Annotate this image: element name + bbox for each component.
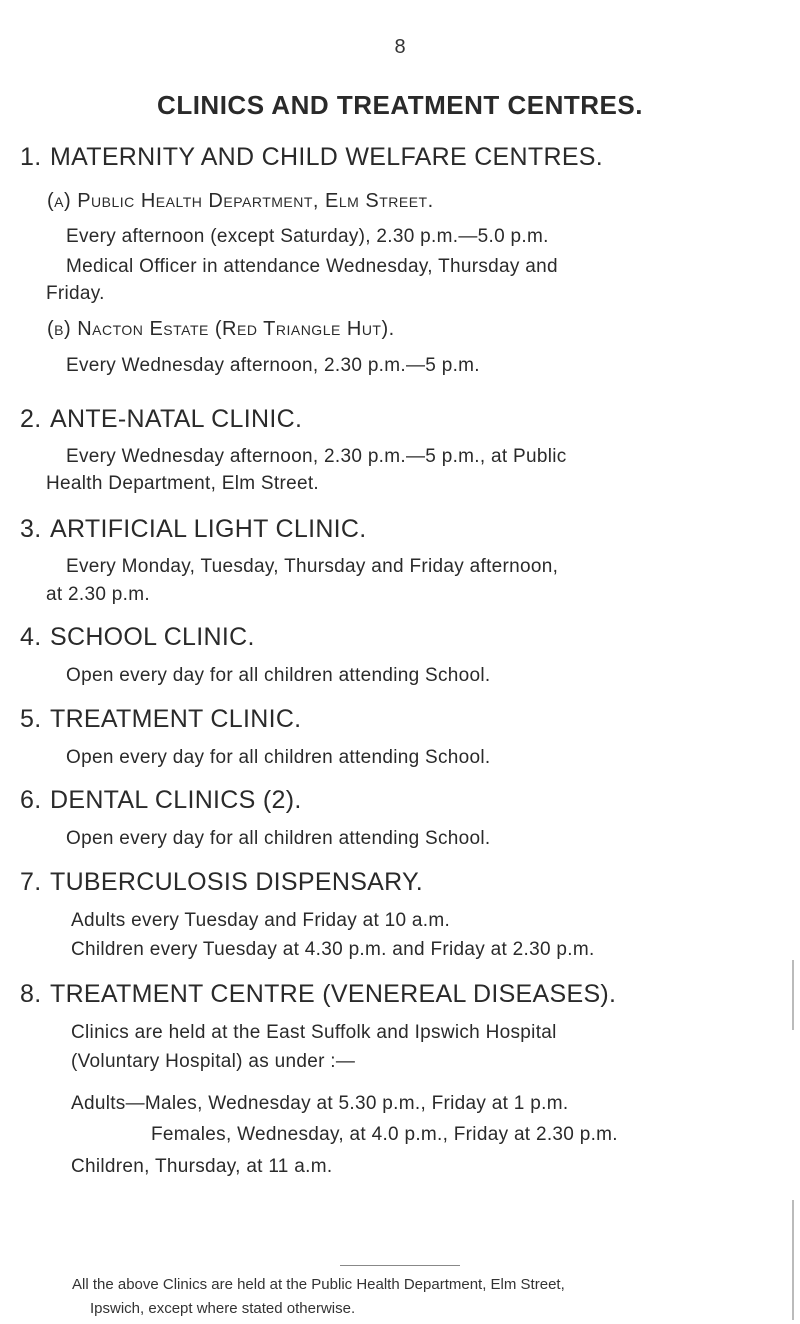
section-5-heading — [20, 705, 301, 734]
section-8-line-2: (Voluntary Hospital) as under :— — [71, 1051, 356, 1072]
section-7-line-2: Children every Tuesday at 4.30 p.m. and Friday at 2.30 p.m. — [71, 939, 595, 960]
section-2-line-1: Every Wednesday afternoon, 2.30 p.m.—5 p.m., at Public — [66, 446, 567, 467]
section-1a-line-2: Medical Officer in attendance Wednesday, Thursday and — [66, 256, 558, 277]
section-8-number: 8. — [20, 980, 42, 1008]
section-6-line-1: Open every day for all children attending School. — [66, 828, 491, 849]
section-2-heading — [20, 405, 302, 434]
section-1a-line-3: Friday. — [46, 283, 105, 304]
section-8-children: Children, Thursday, at 11 a.m. — [71, 1156, 333, 1177]
page-edge-mark — [792, 1200, 794, 1320]
section-2-number: 2. — [20, 405, 42, 433]
section-3-number: 3. — [20, 515, 42, 543]
section-7-title: TUBERCULOSIS DISPENSARY. — [50, 868, 424, 896]
section-3-line-1: Every Monday, Tuesday, Thursday and Friday afternoon, — [66, 556, 559, 577]
section-6-title: DENTAL CLINICS (2). — [50, 786, 302, 814]
footnote-line-1: All the above Clinics are held at the Public Health Department, Elm Street, — [72, 1276, 565, 1293]
section-6-number: 6. — [20, 786, 42, 814]
section-4-title: SCHOOL CLINIC. — [50, 623, 255, 651]
section-1b-label: (b) Nacton Estate (Red Triangle Hut). — [47, 318, 395, 340]
page-number: 8 — [394, 36, 406, 58]
section-4-heading — [20, 623, 255, 652]
section-5-line-1: Open every day for all children attending School. — [66, 747, 491, 768]
section-4-number: 4. — [20, 623, 42, 651]
section-1b-line-1: Every Wednesday afternoon, 2.30 p.m.—5 p.m. — [66, 355, 480, 376]
section-7-number: 7. — [20, 868, 42, 896]
section-8-adults-females: Females, Wednesday, at 4.0 p.m., Friday at 2.30 p.m. — [151, 1124, 618, 1145]
page-edge-mark — [792, 960, 794, 1030]
section-6-heading — [20, 786, 302, 815]
footnote-line-2: Ipswich, except where stated otherwise. — [90, 1300, 356, 1317]
section-2-title: ANTE-NATAL CLINIC. — [50, 405, 303, 433]
section-1-number: 1. — [20, 143, 42, 171]
section-4-line-1: Open every day for all children attending School. — [66, 665, 491, 686]
section-8-line-1: Clinics are held at the East Suffolk and Ipswich Hospital — [71, 1022, 557, 1043]
page-title: CLINICS AND TREATMENT CENTRES. — [157, 90, 643, 120]
section-8-heading — [20, 980, 616, 1009]
section-1-title: MATERNITY AND CHILD WELFARE CENTRES. — [50, 143, 604, 171]
section-1a-label: (a) Public Health Department, Elm Street. — [47, 190, 434, 212]
section-8-title: TREATMENT CENTRE (VENEREAL DISEASES). — [50, 980, 617, 1008]
section-1-heading — [20, 143, 603, 172]
section-8-adults-males: Adults—Males, Wednesday at 5.30 p.m., Friday at 1 p.m. — [71, 1093, 569, 1114]
footnote-divider — [340, 1265, 460, 1266]
section-1a-line-1: Every afternoon (except Saturday), 2.30 p.m.—5.0 p.m. — [66, 226, 549, 247]
section-7-line-1: Adults every Tuesday and Friday at 10 a.m. — [71, 910, 451, 931]
section-3-title: ARTIFICIAL LIGHT CLINIC. — [50, 515, 367, 543]
section-5-title: TREATMENT CLINIC. — [50, 705, 302, 733]
section-7-heading — [20, 868, 423, 897]
section-5-number: 5. — [20, 705, 42, 733]
section-3-line-2: at 2.30 p.m. — [46, 584, 150, 605]
section-2-line-2: Health Department, Elm Street. — [46, 473, 319, 494]
section-3-heading — [20, 515, 367, 544]
